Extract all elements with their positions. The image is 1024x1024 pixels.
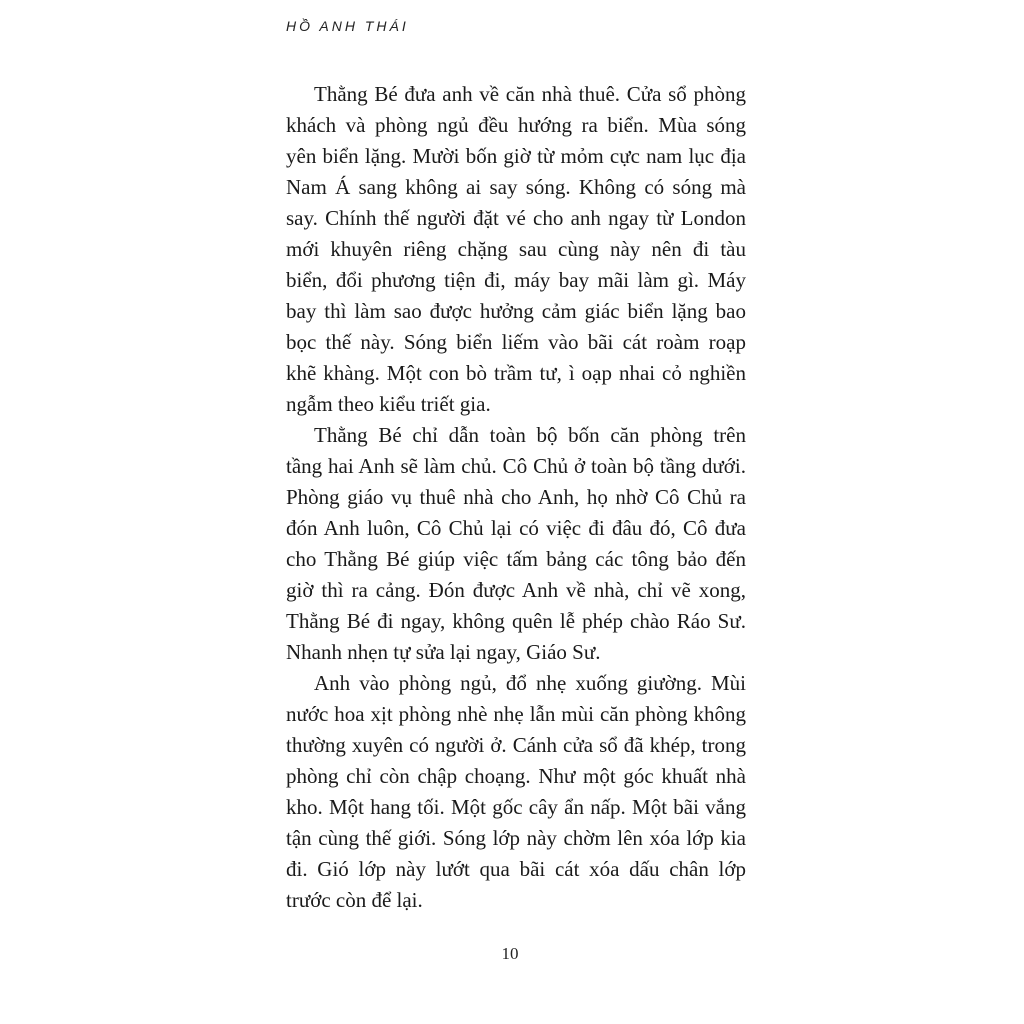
text-line: ngẫm theo kiểu triết gia. [286,392,491,416]
text-line: trước còn để lại. [286,888,423,912]
paragraph-3 [286,668,746,916]
text-line: giờ thì ra cảng. Đón được Anh về nhà, chỉ vẽ xong, [286,578,746,602]
running-head: HỒ ANH THÁI [286,18,409,34]
text-line: biển, đổi phương tiện đi, máy bay mãi làm gì. Máy [286,268,746,292]
text-line: thường xuyên có người ở. Cánh cửa sổ đã khép, trong [286,733,746,757]
text-line: cho Thằng Bé giúp việc tấm bảng các tông bảo đến [286,547,746,571]
text-line: bay thì làm sao được hưởng cảm giác biển lặng bao [286,299,746,323]
text-line: nước hoa xịt phòng nhè nhẹ lẫn mùi căn phòng không [286,702,746,726]
text-line: Phòng giáo vụ thuê nhà cho Anh, họ nhờ Cô Chủ ra [286,485,746,509]
page-number-label: 10 [501,944,519,963]
text-line: Anh vào phòng ngủ, đổ nhẹ xuống giường. Mùi [314,671,746,695]
text-line: phòng chỉ còn chập choạng. Như một góc khuất nhà [286,764,746,788]
text-line: Nhanh nhẹn tự sửa lại ngay, Giáo Sư. [286,640,601,664]
text-line: khách và phòng ngủ đều hướng ra biển. Mùa sóng [286,113,746,137]
text-line: mới khuyên riêng chặng sau cùng này nên đi tàu [286,237,746,261]
text-line: Nam Á sang không ai say sóng. Không có sóng mà [286,175,746,199]
text-line: Thằng Bé đưa anh về căn nhà thuê. Cửa sổ phòng [314,82,746,106]
text-line: Thằng Bé đi ngay, không quên lễ phép chào Ráo Sư. [286,609,746,633]
text-line: khẽ khàng. Một con bò trầm tư, ì oạp nhai cỏ nghiền [286,361,746,385]
text-line: yên biển lặng. Mười bốn giờ từ mỏm cực nam lục địa [286,144,746,168]
text-line: Thằng Bé chỉ dẫn toàn bộ bốn căn phòng trên [314,423,746,447]
text-line: kho. Một hang tối. Một gốc cây ẩn nấp. Một bãi vắng [286,795,746,819]
text-line: say. Chính thế người đặt vé cho anh ngay từ London [286,206,746,230]
text-line: bọc thế này. Sóng biển liếm vào bãi cát roàm roạp [286,330,746,354]
paragraph-2 [286,420,746,668]
text-line: tầng hai Anh sẽ làm chủ. Cô Chủ ở toàn bộ tầng dưới. [286,454,746,478]
text-line: đón Anh luôn, Cô Chủ lại có việc đi đâu đó, Cô đưa [286,516,746,540]
text-line: đi. Gió lớp này lướt qua bãi cát xóa dấu chân lớp [286,857,746,881]
text-line: tận cùng thế giới. Sóng lớp này chờm lên xóa lớp kia [286,826,746,850]
paragraph-1 [286,79,746,420]
page-number [0,944,1024,964]
body-text [286,79,746,916]
